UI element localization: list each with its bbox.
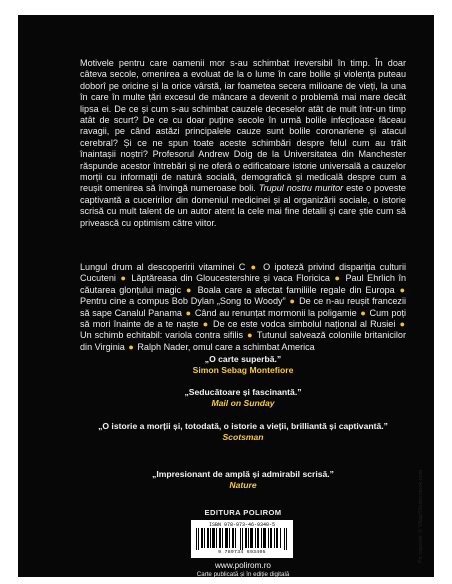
quote-source: Mail on Sunday <box>211 397 275 408</box>
quote-text: „O carte superbă.” <box>204 354 282 364</box>
barcode-icon <box>194 528 290 550</box>
publisher-website: www.polirom.ro <box>215 561 271 570</box>
bullet-icon: ● <box>289 296 296 307</box>
description-part-2: este o poveste captivantă a cuceririlor din domeniul medicinei și al organizării sociale, o istorie scrisă cu mult talent de un autor atent la cele mai fine detalii și care știe cum să privească cu optimism către viitor. <box>80 183 406 228</box>
quote-source: Nature <box>229 479 257 490</box>
barcode-digits: 9 789734 693405 <box>218 550 266 555</box>
chapter-item: Lăptăreasa din Gloucestershire și vaca Floricica <box>131 273 330 284</box>
description-part-1: Motivele pentru care oamenii mor s-au schimbat ireversibil în timp. În doar câteva secole, omenirea a evoluat de la o lume în care bolile și violența puteau doborî pe oricine și la orice vârstă, iar foametea secera milioane de vieți, la una în care în multe țări excesul de mâncare a devenit o problemă mai mare decât lipsa ei. De ce și cum s-au schimbat cauzele deceselor atât de mult într-un timp atât de scurt? De ce cu doar puține secole în urmă bolile infecțioase făceau ravagii, pe când astăzi principalele cauze sunt bolile coronariene și atacul cerebral? Și ce ne spun toate aceste schimbări despre felul cum au trăit înaintașii noștri? Profesorul Andrew Doig de la Universitatea din Manchester răspunde acestor întrebări și ne oferă o edificatoare istorie universală a cauzelor morții cu informații de natură socială, demografică și medicală despre cum a reușit omenirea să învingă numeroase boli. <box>80 58 406 194</box>
quote-source: Scotsman <box>222 431 264 442</box>
cover-content <box>80 15 406 577</box>
chapter-item: De ce n-au reușit francezii să sape Canalul Panama <box>80 296 407 318</box>
chapter-item: Când au renunțat mormonii la poligamie <box>194 307 357 318</box>
chapter-item: Lungul drum al descoperirii vitaminei C <box>80 262 246 272</box>
isbn-number: ISBN 978-973-46-9340-5 <box>208 522 275 528</box>
chapter-item: Ralph Nader, omul care a schimbat America <box>137 341 315 352</box>
bullet-icon: ● <box>399 284 406 295</box>
quote-source: Simon Sebag Montefiore <box>192 364 294 375</box>
chapter-item: Pentru cine a compus Bob Dylan „Song to Woody” <box>80 296 286 307</box>
chapter-highlights <box>80 262 406 353</box>
review-quote <box>80 421 406 443</box>
bullet-icon: ● <box>360 307 366 318</box>
bullet-icon: ● <box>399 319 405 330</box>
chapter-item: Tutunul salvează coloniile britanicilor din Virginia <box>80 330 407 352</box>
chapter-item: Un schimb echitabil: variola contra sifilis <box>80 330 244 341</box>
book-title: Trupul nostru muritor <box>258 183 344 194</box>
chapter-item: De ce este vodca simbolul național al Rusiei <box>213 319 396 330</box>
bullet-icon: ● <box>186 284 193 295</box>
bullet-icon: ● <box>334 273 341 284</box>
bullet-icon: ● <box>247 330 253 341</box>
publisher-name: EDITURA POLIROM <box>204 508 282 517</box>
quote-text: „Impresionant de amplă și admirabil scrisă.” <box>152 469 334 479</box>
review-quote <box>80 354 406 376</box>
bullet-icon: ● <box>128 341 134 352</box>
digital-edition-note: Carte publicată și în ediție digitală <box>196 571 290 577</box>
chapter-item: Boala care a afectat familiile regale din Europa <box>197 284 395 295</box>
quote-text: „O istorie a morții și, totodată, o istorie a vieții, brilliantă și captivantă.” <box>98 421 388 431</box>
book-description <box>80 58 406 229</box>
bullet-icon: ● <box>202 319 209 330</box>
isbn-barcode <box>191 520 293 558</box>
bullet-icon: ● <box>120 273 127 284</box>
review-quote <box>80 469 406 491</box>
chapter-item: O ipoteză privind dispariția culturii Cucuteni <box>80 262 407 284</box>
bullet-icon: ● <box>250 262 258 272</box>
back-cover <box>18 15 434 577</box>
chapter-item: Paul Ehrlich în căutarea glonțului magic <box>80 273 407 295</box>
review-quote <box>80 387 406 409</box>
chapter-item: Cum poți să mori înainte de a te naște <box>80 307 407 330</box>
quote-text: „Seducătoare și fascinantă.” <box>184 387 302 397</box>
cover-photo-credit: Pe copertă: © Vitap/Shutterstock.com <box>418 469 424 563</box>
bullet-icon: ● <box>185 307 192 318</box>
